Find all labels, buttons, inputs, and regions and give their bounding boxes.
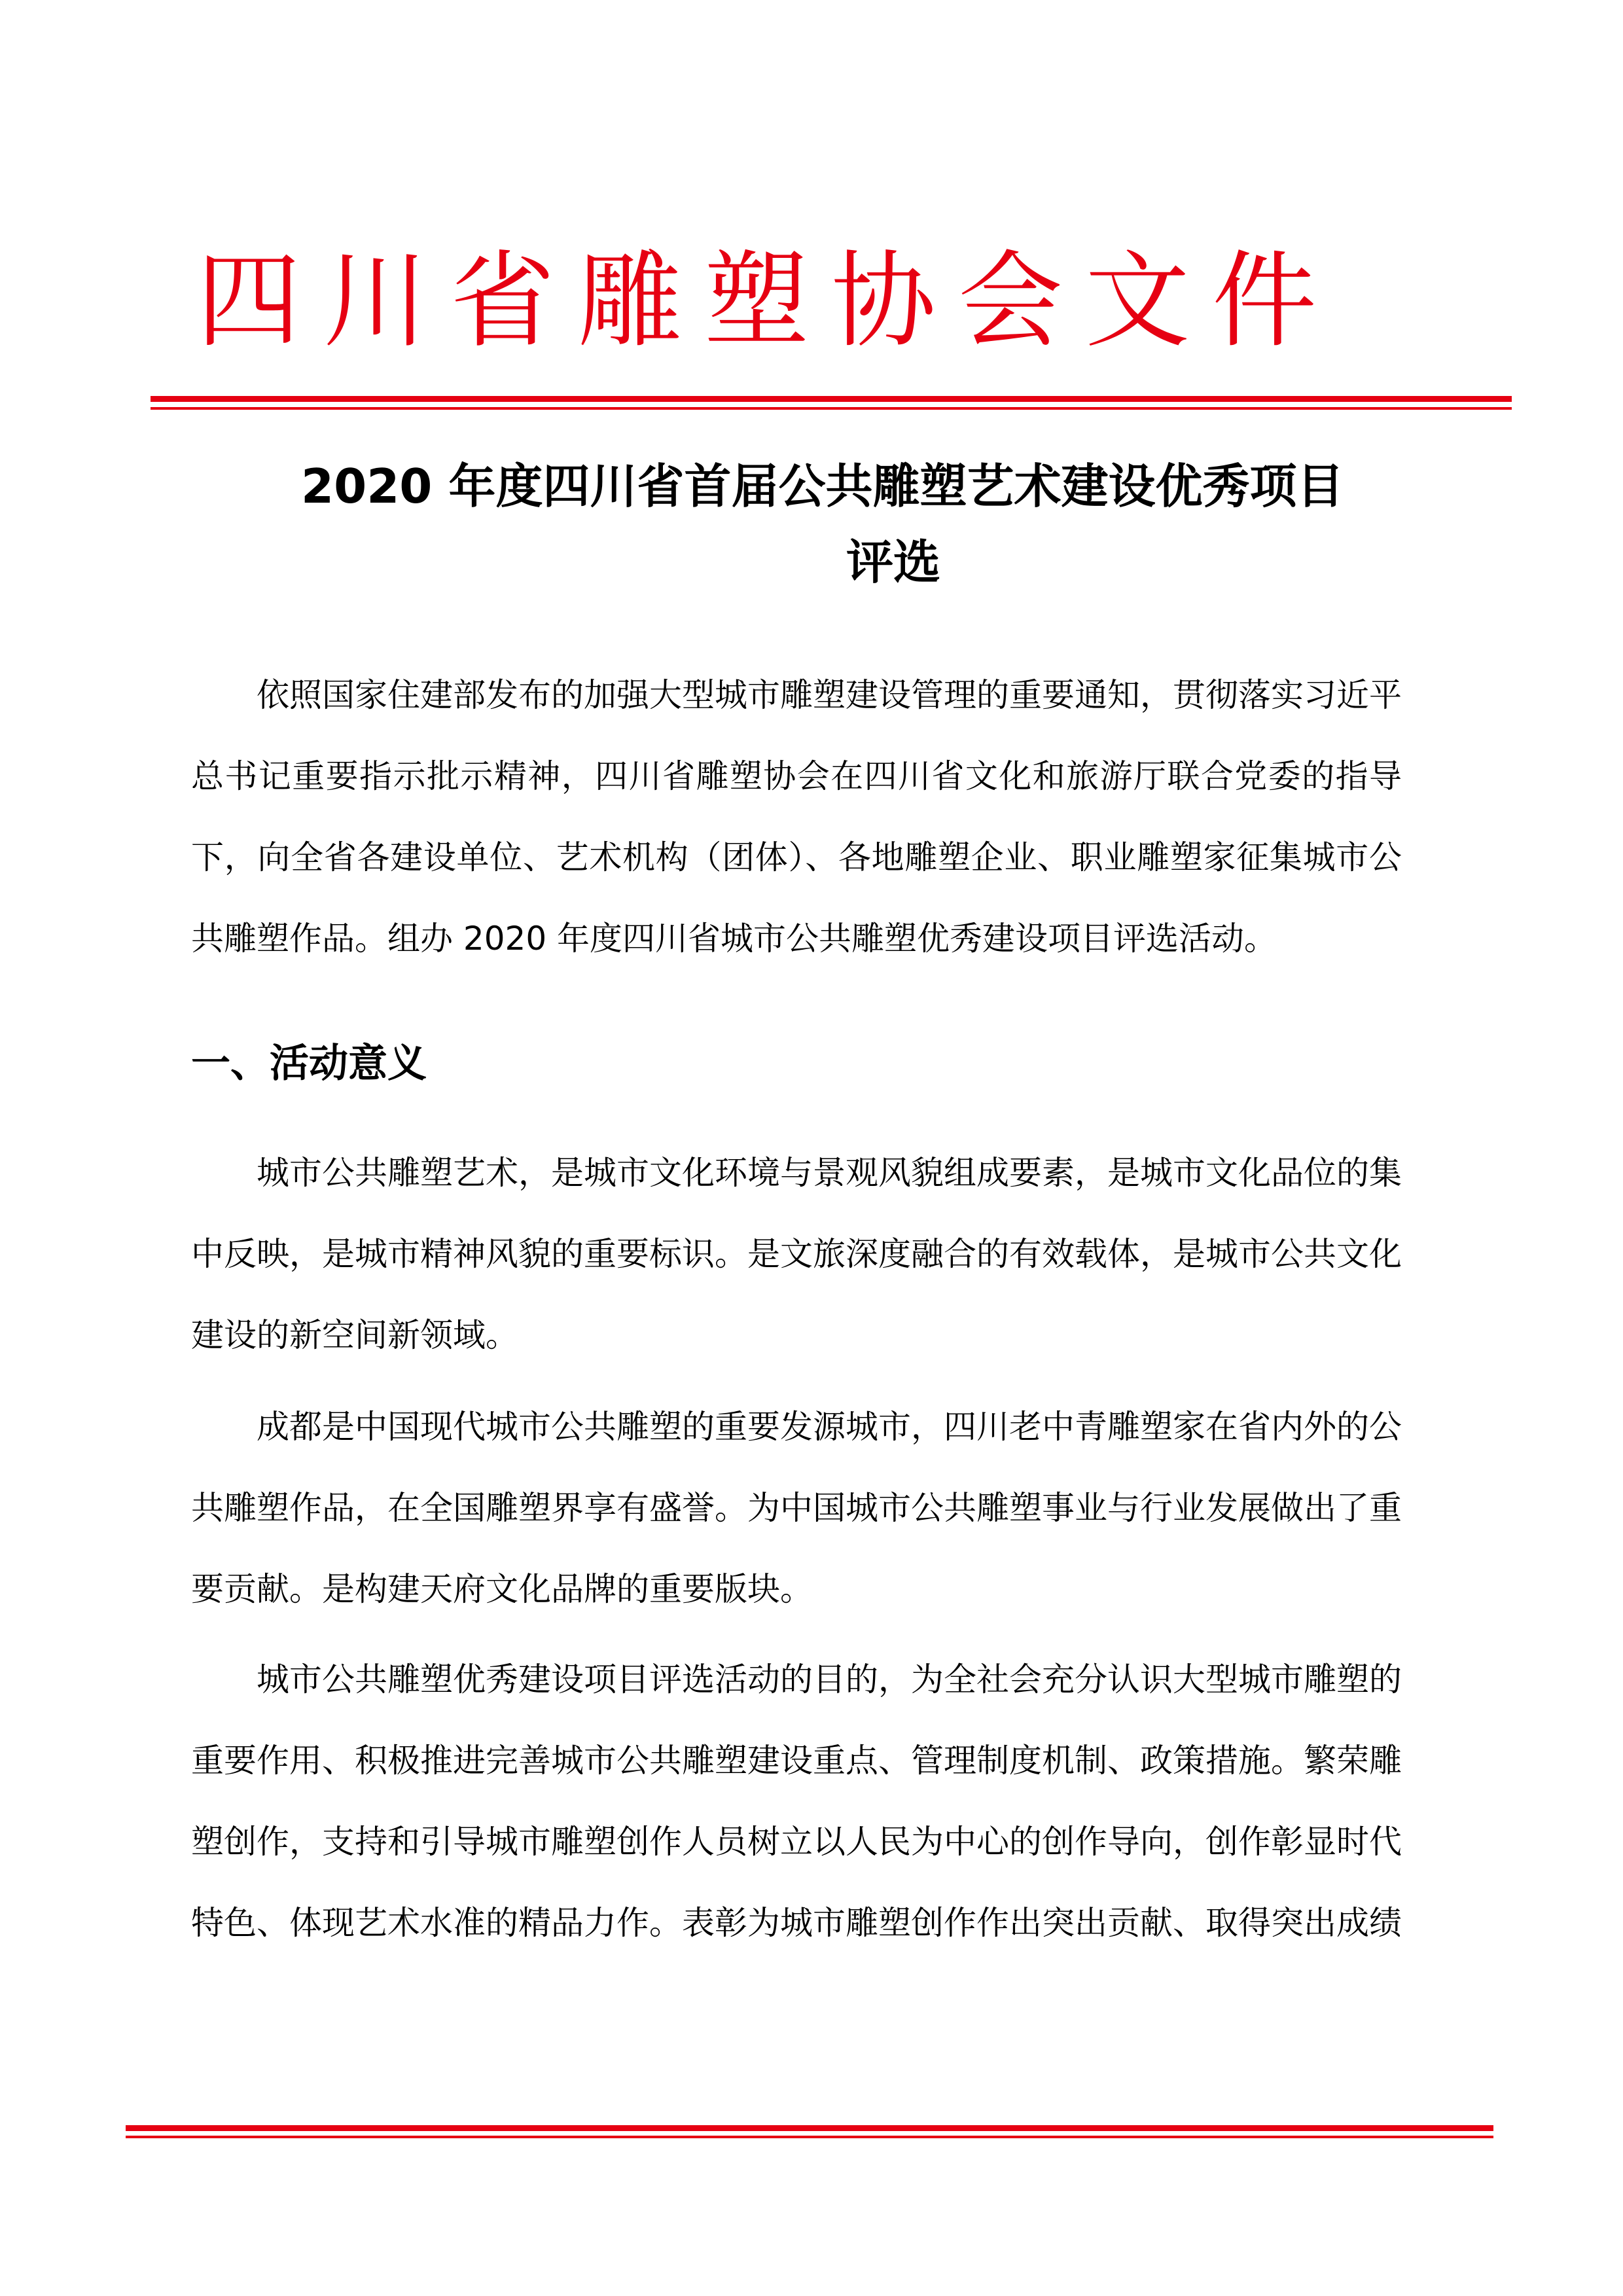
header-rule-thick: [151, 396, 1512, 402]
section-paragraph: 成都是中国现代城市公共雕塑的重要发源城市，四川老中青雕塑家在省内外的公共雕塑作品，在全国雕塑界享有盛誉。为中国城市公共雕塑事业与行业发展做出了重要贡献。是构建天府文化品牌的重要版块。: [191, 1408, 1402, 1608]
section-heading: 一、活动意义: [191, 1041, 427, 1086]
document-title: [301, 448, 1492, 600]
footer-rule-thin: [126, 2136, 1493, 2138]
section-paragraph: 城市公共雕塑艺术，是城市文化环境与景观风貌组成要素，是城市文化品位的集中反映，是城市精神风貌的重要标识。是文旅深度融合的有效载体，是城市公共文化建设的新空间新领域。: [191, 1154, 1402, 1354]
document-title-line1: 2020 年度四川省首届公共雕塑艺术建设优秀项目: [301, 459, 1344, 514]
section-paragraph: 城市公共雕塑优秀建设项目评选活动的目的，为全社会充分认识大型城市雕塑的重要作用、积极推进完善城市公共雕塑建设重点、管理制度机制、政策措施。繁荣雕塑创作，支持和引导城市雕塑创作人员树立以人民为中心的创作导向，创作彰显时代特色、体现艺术水准的精品力作。表彰为城市雕塑创作作出突出贡献、取得突出成绩: [191, 1660, 1402, 1942]
footer-rule-thick: [126, 2125, 1493, 2131]
document-title-line2: 评选: [846, 535, 940, 590]
header-rule-thin: [151, 407, 1512, 410]
document-header-title: 四川省雕塑协会文件: [196, 240, 1340, 362]
intro-paragraph: 依照国家住建部发布的加强大型城市雕塑建设管理的重要通知，贯彻落实习近平总书记重要指示批示精神，四川省雕塑协会在四川省文化和旅游厅联合党委的指导下，向全省各建设单位、艺术机构（团体）、各地雕塑企业、职业雕塑家征集城市公共雕塑作品。组办 2020 年度四川省城市公共雕塑优秀建设项目评选活动。: [191, 676, 1402, 958]
